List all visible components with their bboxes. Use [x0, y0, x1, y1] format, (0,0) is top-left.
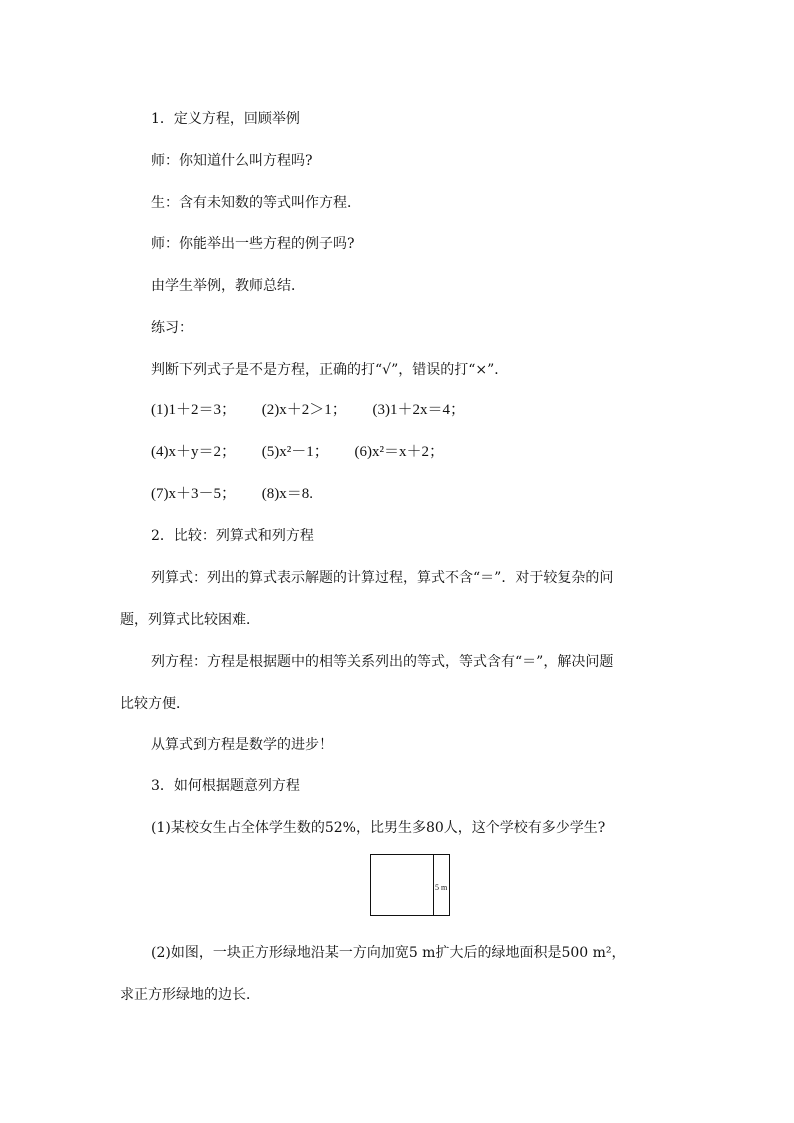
strip-width-label: 5 m [435, 883, 448, 892]
section2-heading: 2．比较：列算式和列方程 [151, 528, 314, 544]
practice-label: 练习： [151, 320, 193, 336]
exercise-item-5: (5)x²－1； [261, 444, 329, 460]
student-answer-1: 生：含有未知数的等式叫作方程． [151, 195, 361, 211]
exercise-item-7: (7)x＋3－5； [151, 486, 236, 502]
equation-paragraph-line-2: 比较方便． [120, 696, 190, 712]
problem-2-line-1: (2)如图，一块正方形绿地沿某一方向加宽5 m扩大后的绿地面积是500 m²， [151, 945, 626, 961]
exercise-item-8: (8)x＝8. [261, 486, 313, 502]
exercise-item-3: (3)1＋2x＝4； [372, 402, 465, 418]
arithmetic-paragraph-line-1: 列算式：列出的算式表示解题的计算过程，算式不含“＝”．对于较复杂的问 [151, 570, 614, 586]
exercise-item-4: (4)x＋y＝2； [151, 444, 236, 460]
original-square [370, 854, 434, 916]
teacher-question-1: 师：你知道什么叫方程吗? [151, 153, 313, 169]
square-lawn-figure [370, 854, 450, 916]
arithmetic-paragraph-line-2: 题，列算式比较困难． [120, 612, 260, 628]
practice-instruction: 判断下列式子是不是方程，正确的打“√”，错误的打“×”． [151, 362, 509, 378]
section3-heading: 3．如何根据题意列方程 [151, 778, 300, 794]
exercise-item-1: (1)1＋2＝3； [151, 402, 236, 418]
problem-2-line-2: 求正方形绿地的边长． [120, 987, 260, 1003]
summary-text: 由学生举例，教师总结． [151, 278, 305, 294]
exercise-row-2 [151, 443, 444, 461]
exercise-item-6: (6)x²＝x＋2； [354, 444, 444, 460]
exercise-row-3 [151, 485, 313, 503]
problem-1: (1)某校女生占全体学生数的52%，比男生多80人，这个学校有多少学生? [151, 820, 606, 836]
section1-heading: 1．定义方程，回顾举例 [151, 111, 300, 127]
exercise-item-2: (2)x＋2＞1； [261, 402, 347, 418]
teacher-question-2: 师：你能举出一些方程的例子吗? [151, 236, 355, 252]
equation-paragraph-line-1: 列方程：方程是根据题中的相等关系列出的等式，等式含有“＝”，解决问题 [151, 654, 614, 670]
conclusion-text: 从算式到方程是数学的进步！ [151, 737, 333, 753]
exercise-row-1 [151, 401, 465, 419]
